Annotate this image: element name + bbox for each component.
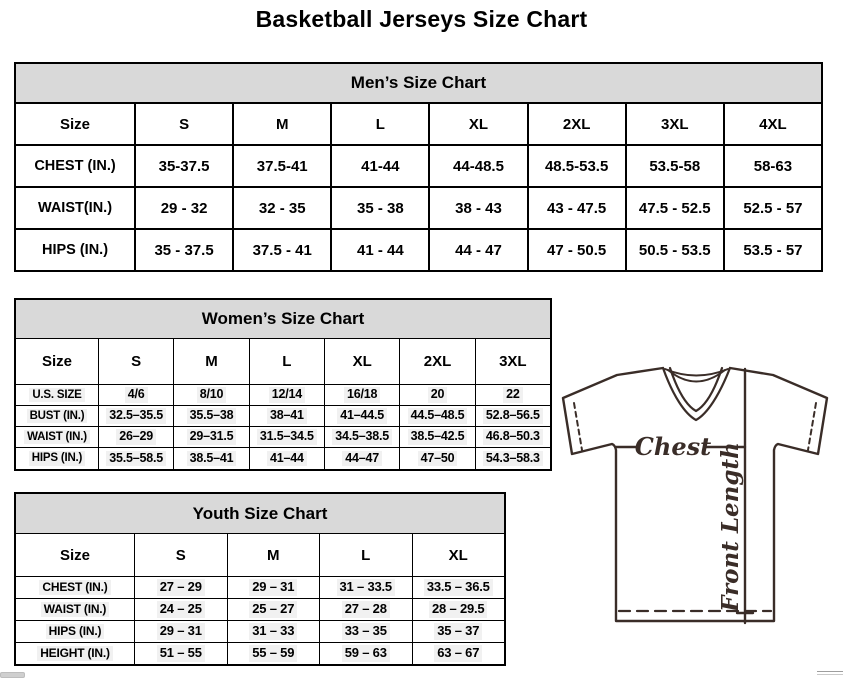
- size-value: 26–29: [98, 426, 173, 447]
- size-value: 41–44.5: [324, 405, 399, 426]
- size-value: 37.5-41: [232, 144, 330, 186]
- table-title: Women’s Size Chart: [16, 300, 550, 338]
- row-label: U.S. SIZE: [16, 384, 98, 405]
- column-header: XL: [428, 102, 526, 144]
- size-value: 47–50: [399, 447, 474, 469]
- size-value: 38 - 43: [428, 186, 526, 228]
- size-value: 53.5-58: [625, 144, 723, 186]
- jersey-measurement-diagram: [555, 355, 843, 635]
- column-header: S: [134, 102, 232, 144]
- size-value: 29–31.5: [173, 426, 248, 447]
- row-label: CHEST (IN.): [16, 576, 134, 598]
- size-value: 63 – 67: [412, 642, 505, 664]
- size-value: 35 - 37.5: [134, 228, 232, 270]
- size-value: 37.5 - 41: [232, 228, 330, 270]
- jersey-right-cuff-dashes: [808, 403, 816, 450]
- size-value: 38.5–41: [173, 447, 248, 469]
- column-header: 3XL: [475, 338, 550, 384]
- size-value: 31 – 33: [227, 620, 320, 642]
- size-value: 32 - 35: [232, 186, 330, 228]
- size-value: 54.3–58.3: [475, 447, 550, 469]
- size-value: 38.5–42.5: [399, 426, 474, 447]
- size-value: 46.8–50.3: [475, 426, 550, 447]
- column-header: Size: [16, 338, 98, 384]
- column-header: L: [319, 533, 412, 576]
- scrollbar-fragment-left: [0, 672, 25, 678]
- size-value: 38–41: [249, 405, 324, 426]
- row-label: WAIST(IN.): [16, 186, 134, 228]
- table-title: Youth Size Chart: [16, 494, 504, 533]
- size-value: 27 – 29: [134, 576, 227, 598]
- size-value: 58-63: [723, 144, 821, 186]
- size-value: 8/10: [173, 384, 248, 405]
- jersey-left-cuff-dashes: [574, 403, 582, 450]
- jersey-collar-inner-v: [670, 368, 722, 411]
- size-value: 34.5–38.5: [324, 426, 399, 447]
- front-length-label: Front Length: [717, 442, 744, 612]
- column-header: Size: [16, 102, 134, 144]
- size-value: 35.5–38: [173, 405, 248, 426]
- column-header: Size: [16, 533, 134, 576]
- size-value: 35-37.5: [134, 144, 232, 186]
- size-value: 12/14: [249, 384, 324, 405]
- size-value: 50.5 - 53.5: [625, 228, 723, 270]
- jersey-outline: [563, 368, 827, 621]
- size-value: 27 – 28: [319, 598, 412, 620]
- column-header: L: [249, 338, 324, 384]
- size-value: 41–44: [249, 447, 324, 469]
- size-value: 31 – 33.5: [319, 576, 412, 598]
- column-header: S: [134, 533, 227, 576]
- size-value: 32.5–35.5: [98, 405, 173, 426]
- size-value: 28 – 29.5: [412, 598, 505, 620]
- row-label: WAIST (IN.): [16, 426, 98, 447]
- size-value: 20: [399, 384, 474, 405]
- column-header: 4XL: [723, 102, 821, 144]
- size-value: 43 - 47.5: [527, 186, 625, 228]
- size-value: 47 - 50.5: [527, 228, 625, 270]
- column-header: M: [227, 533, 320, 576]
- column-header: 3XL: [625, 102, 723, 144]
- column-header: 2XL: [527, 102, 625, 144]
- page-title: Basketball Jerseys Size Chart: [255, 6, 588, 32]
- size-value: 24 – 25: [134, 598, 227, 620]
- column-header: M: [173, 338, 248, 384]
- row-label: HIPS (IN.): [16, 620, 134, 642]
- size-value: 51 – 55: [134, 642, 227, 664]
- size-value: 52.8–56.5: [475, 405, 550, 426]
- size-value: 33 – 35: [319, 620, 412, 642]
- size-value: 59 – 63: [319, 642, 412, 664]
- size-value: 44.5–48.5: [399, 405, 474, 426]
- size-value: 4/6: [98, 384, 173, 405]
- row-label: BUST (IN.): [16, 405, 98, 426]
- size-value: 29 – 31: [134, 620, 227, 642]
- size-value: 47.5 - 52.5: [625, 186, 723, 228]
- column-header: S: [98, 338, 173, 384]
- womens-size-chart-table: [14, 298, 552, 471]
- size-value: 52.5 - 57: [723, 186, 821, 228]
- column-header: 2XL: [399, 338, 474, 384]
- size-value: 48.5-53.5: [527, 144, 625, 186]
- size-value: 35 - 38: [330, 186, 428, 228]
- chest-label: Chest: [634, 432, 712, 461]
- size-value: 44 - 47: [428, 228, 526, 270]
- table-title: Men’s Size Chart: [16, 64, 821, 102]
- size-value: 29 - 32: [134, 186, 232, 228]
- mens-size-chart-table: [14, 62, 823, 272]
- size-value: 41-44: [330, 144, 428, 186]
- row-label: HIPS (IN.): [16, 228, 134, 270]
- row-label: WAIST (IN.): [16, 598, 134, 620]
- size-value: 16/18: [324, 384, 399, 405]
- column-header: L: [330, 102, 428, 144]
- size-value: 33.5 – 36.5: [412, 576, 505, 598]
- size-value: 44-48.5: [428, 144, 526, 186]
- size-value: 41 - 44: [330, 228, 428, 270]
- row-label: HIPS (IN.): [16, 447, 98, 469]
- size-value: 53.5 - 57: [723, 228, 821, 270]
- size-value: 22: [475, 384, 550, 405]
- column-header: M: [232, 102, 330, 144]
- size-value: 44–47: [324, 447, 399, 469]
- column-header: XL: [412, 533, 505, 576]
- size-value: 35 – 37: [412, 620, 505, 642]
- size-value: 25 – 27: [227, 598, 320, 620]
- row-label: HEIGHT (IN.): [16, 642, 134, 664]
- scrollbar-fragment-right: [817, 671, 843, 675]
- youth-size-chart-table: [14, 492, 506, 666]
- row-label: CHEST (IN.): [16, 144, 134, 186]
- size-value: 29 – 31: [227, 576, 320, 598]
- size-value: 55 – 59: [227, 642, 320, 664]
- size-value: 35.5–58.5: [98, 447, 173, 469]
- column-header: XL: [324, 338, 399, 384]
- size-value: 31.5–34.5: [249, 426, 324, 447]
